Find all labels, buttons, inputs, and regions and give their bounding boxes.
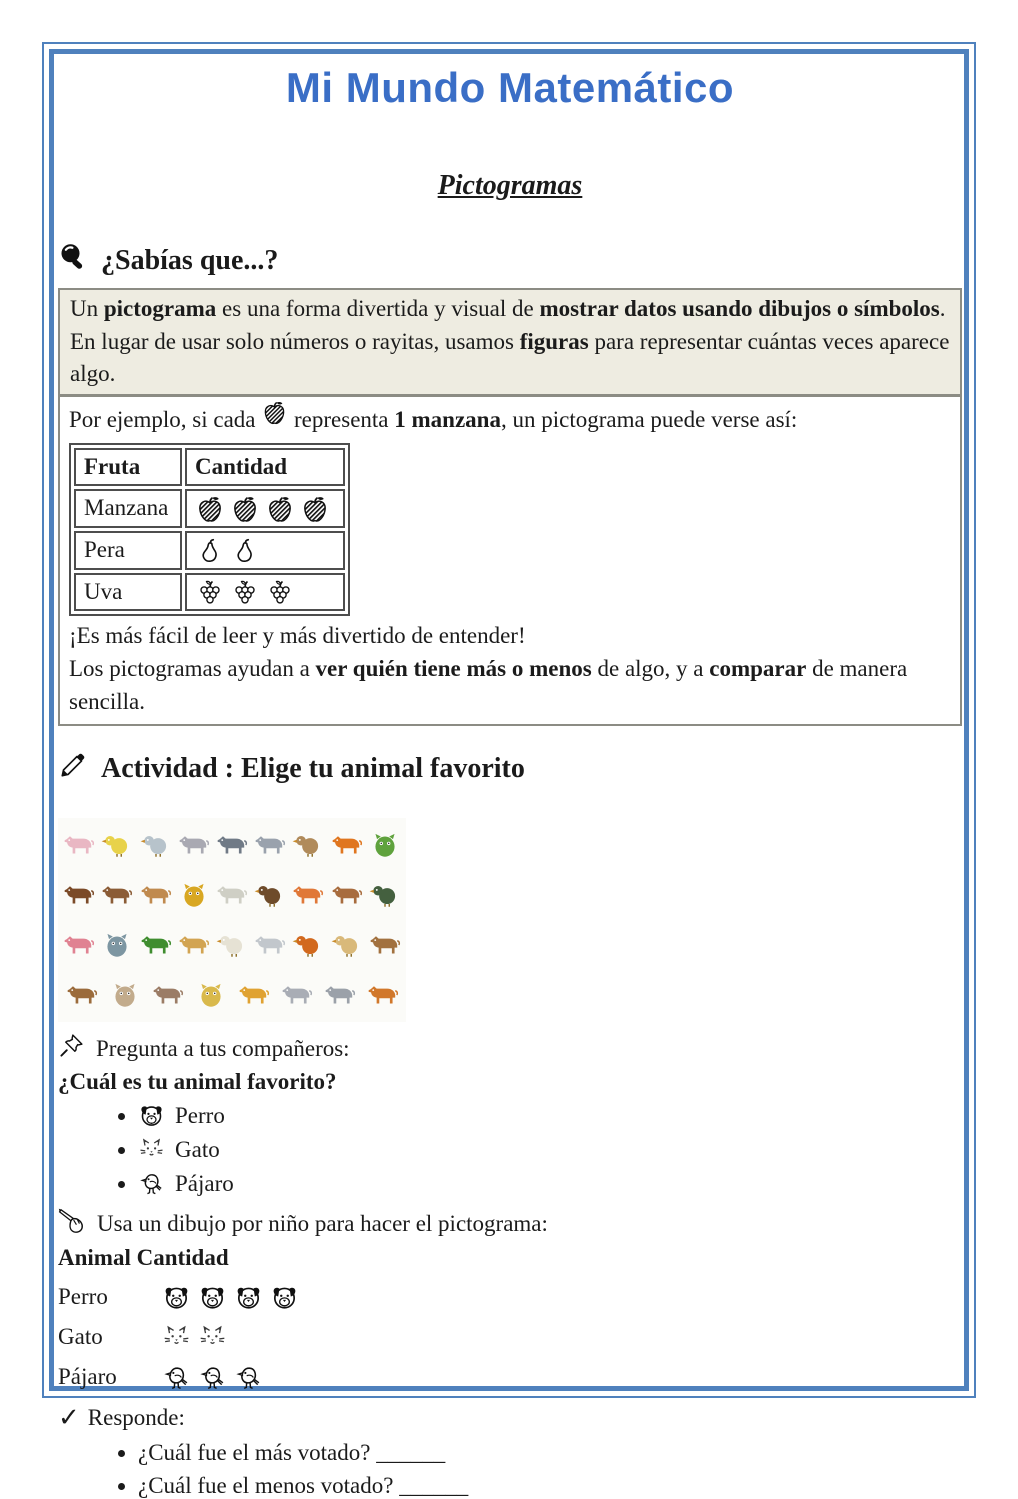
fruit-table-header-row (74, 448, 345, 487)
rabbit-illustration (107, 973, 142, 1017)
cheetah-shape (177, 931, 211, 959)
activity-heading (58, 750, 962, 788)
text: representa (288, 406, 395, 432)
apple-icon (265, 495, 295, 525)
animal-collage-image (58, 818, 406, 1022)
definition-paragraph-1 (70, 293, 950, 326)
fruit-name-cell: Manzana (74, 489, 182, 528)
pear-icon (195, 537, 225, 567)
pictogram-row-label: Pájaro (58, 1364, 117, 1390)
grapes-icon (230, 578, 260, 608)
eagle-illustration (253, 873, 288, 917)
duck-illustration (329, 923, 364, 967)
pencil-icon (58, 750, 88, 780)
apple-icon (230, 495, 260, 525)
text: , un pictograma puede verse así: (500, 406, 798, 432)
favorite-animal-question: ¿Cuál es tu animal favorito? (58, 1069, 337, 1095)
bold-text: figuras (519, 328, 589, 354)
fruit-name-cell: Pera (74, 531, 182, 570)
respond-question-1: • ¿Cuál fue el más votado? ______ (138, 1440, 962, 1466)
magnifying-glass-icon (58, 242, 88, 272)
snake-shape (368, 831, 402, 859)
fruit-count-cell (185, 531, 345, 570)
fruit-table-row (74, 573, 345, 612)
fox-illustration (291, 873, 326, 917)
text: Por ejemplo, si cada (69, 406, 262, 432)
tiger-illustration (329, 823, 364, 867)
text: de manera sencilla. (69, 656, 908, 714)
chick-shape (100, 831, 134, 859)
owl-illustration (100, 923, 135, 967)
rhino-illustration (322, 973, 357, 1017)
pink-cat-shape (62, 931, 96, 959)
cat-face-icon (162, 1323, 191, 1352)
animal-pictogram (58, 1282, 962, 1392)
hyena-shape (368, 931, 402, 959)
deer-shape (139, 881, 173, 909)
pictogram-row-gato (58, 1323, 962, 1352)
fruit-table-row (74, 489, 345, 528)
seagull-illustration (138, 823, 173, 867)
pictogram-row-perro (58, 1282, 962, 1311)
lion-illustration (236, 973, 271, 1017)
fruit-pictogram-table (69, 443, 350, 617)
text: En lugar de usar solo números o rayitas, usamos (70, 328, 520, 354)
bird-icon (234, 1363, 263, 1392)
husky-dog-illustration (214, 823, 249, 867)
mouse-shape (177, 831, 211, 859)
fruit-count-cell (185, 489, 345, 528)
hen-shape (291, 831, 325, 859)
eagle-shape (253, 881, 287, 909)
pictogram-row-icons (162, 1282, 306, 1311)
rooster-shape (368, 881, 402, 909)
goat-shape (330, 881, 364, 909)
check-icon: ✓ (58, 1403, 80, 1434)
bear-shape (62, 881, 96, 909)
crocodile-illustration (138, 923, 173, 967)
apple-icon (195, 495, 225, 525)
example-note-2 (69, 653, 951, 718)
writing-hand-icon (58, 1207, 86, 1241)
turkey-shape (291, 931, 325, 959)
elephant-shape (280, 981, 314, 1009)
respond-questions-list (120, 1440, 962, 1499)
respond-question-2: • ¿Cuál fue el menos votado? ______ (138, 1473, 962, 1499)
cat-face-icon (198, 1323, 227, 1352)
bird-icon (198, 1363, 227, 1392)
bee-shape (177, 881, 211, 909)
worksheet-page (58, 56, 962, 1499)
definition-box (58, 288, 962, 396)
fox-shape (291, 881, 325, 909)
hyena-illustration (367, 923, 402, 967)
bird-icon (162, 1363, 191, 1392)
animal-option-pajaro (138, 1170, 962, 1197)
example-note-1 (69, 620, 951, 653)
tiger-shape (330, 831, 364, 859)
bold-text: mostrar datos usando dibujos o símbolos (539, 296, 940, 321)
monkey-illustration (193, 973, 228, 1017)
activity-heading-text: Actividad : Elige tu animal favorito (101, 753, 525, 785)
cockatoo-shape (215, 931, 249, 959)
pictogram-row-pajaro (58, 1363, 962, 1392)
pictogram-row-label: Gato (58, 1324, 103, 1350)
cat-face-icon (138, 1136, 165, 1163)
magnifying-glass-icon (58, 242, 88, 280)
page-subtitle: Pictogramas (437, 170, 583, 201)
cockatoo-illustration (214, 923, 249, 967)
text: ¡Es más fácil de leer y más divertido de entender! (69, 623, 526, 649)
fruit-column-header: Fruta (74, 448, 182, 487)
pencil-icon (58, 750, 88, 788)
rabbit-shape (108, 981, 142, 1009)
sheep-shape (215, 881, 249, 909)
zebra-illustration (253, 823, 288, 867)
pig-shape (62, 831, 96, 859)
instruction-text: Usa un dibujo por niño para hacer el pictograma: (97, 1211, 548, 1237)
text: Un (70, 296, 104, 321)
text: . (939, 296, 946, 321)
donkey-shape (100, 881, 134, 909)
animal-option-gato (138, 1136, 962, 1163)
brown-dog-illustration (64, 973, 99, 1017)
bold-text: comparar (709, 656, 807, 682)
hen-illustration (291, 823, 326, 867)
respond-line (58, 1403, 962, 1433)
animal-option-label: Perro (175, 1103, 225, 1129)
ask-line (58, 1032, 962, 1065)
push-pin-icon (58, 1032, 85, 1059)
bold-text: 1 manzana (394, 406, 501, 432)
writing-hand-icon (58, 1207, 86, 1235)
apple-icon (300, 495, 330, 525)
example-intro (69, 400, 951, 437)
bee-illustration (176, 873, 211, 917)
text: es una forma divertida y visual de (216, 296, 540, 321)
crocodile-shape (139, 931, 173, 959)
seagull-shape (139, 831, 173, 859)
mouse-illustration (176, 823, 211, 867)
fruit-table-row (74, 531, 345, 570)
horse-illustration (365, 973, 400, 1017)
dog-face-icon (234, 1283, 263, 1312)
chick-illustration (100, 823, 135, 867)
cheetah-illustration (176, 923, 211, 967)
sabias-heading (58, 242, 962, 280)
pictogram-row-icons (162, 1363, 270, 1392)
turkey-illustration (291, 923, 326, 967)
definition-paragraph-2 (70, 326, 950, 391)
cow-shape (253, 931, 287, 959)
rhino-shape (323, 981, 357, 1009)
cow-illustration (253, 923, 288, 967)
text: Los pictogramas ayudan a (69, 656, 316, 682)
text: para representar cuántas veces aparece algo. (70, 328, 950, 387)
dog-face-icon (198, 1283, 227, 1312)
elephant-illustration (279, 973, 314, 1017)
sheep-illustration (214, 873, 249, 917)
dog-face-icon (138, 1102, 165, 1129)
goat-illustration (329, 873, 364, 917)
bold-text: pictograma (103, 296, 217, 321)
animal-option-label: Pájaro (175, 1171, 234, 1197)
grapes-icon (265, 578, 295, 608)
cantidad-column-header: Cantidad (185, 448, 345, 487)
text: de algo, y a (591, 656, 710, 682)
pictogram-row-label: Perro (58, 1284, 108, 1310)
sabias-heading-text: ¿Sabías que...? (101, 245, 279, 276)
bold-text: ver quién tiene más o menos (315, 656, 592, 682)
owl-shape (100, 931, 134, 959)
pink-cat-illustration (62, 923, 97, 967)
dog-face-icon (270, 1283, 299, 1312)
example-box (58, 396, 962, 726)
pig-illustration (62, 823, 97, 867)
hippo-shape (151, 981, 185, 1009)
donkey-illustration (100, 873, 135, 917)
dog-face-icon (162, 1283, 191, 1312)
animal-options-list (120, 1102, 962, 1197)
pictogram-heading: Animal Cantidad (58, 1245, 229, 1271)
deer-illustration (138, 873, 173, 917)
horse-shape (366, 981, 400, 1009)
snake-illustration (367, 823, 402, 867)
husky-dog-shape (215, 831, 249, 859)
pictogram-row-icons (162, 1323, 234, 1352)
pear-icon (230, 537, 260, 567)
animal-option-perro (138, 1102, 962, 1129)
monkey-shape (194, 981, 228, 1009)
brown-dog-shape (65, 981, 99, 1009)
page-title: Mi Mundo Matemático (285, 64, 735, 111)
instruction-line (58, 1207, 962, 1241)
hippo-illustration (150, 973, 185, 1017)
push-pin-icon (58, 1032, 85, 1065)
bear-illustration (62, 873, 97, 917)
rooster-illustration (367, 873, 402, 917)
fruit-name-cell: Uva (74, 573, 182, 612)
animal-option-label: Gato (175, 1137, 220, 1163)
respond-text: Responde: (87, 1405, 185, 1431)
ask-text: Pregunta a tus compañeros: (96, 1035, 350, 1061)
duck-shape (330, 931, 364, 959)
grapes-icon (195, 578, 225, 608)
lion-shape (237, 981, 271, 1009)
bird-icon (138, 1170, 165, 1197)
zebra-shape (253, 831, 287, 859)
fruit-count-cell (185, 573, 345, 612)
apple-icon (261, 400, 288, 427)
